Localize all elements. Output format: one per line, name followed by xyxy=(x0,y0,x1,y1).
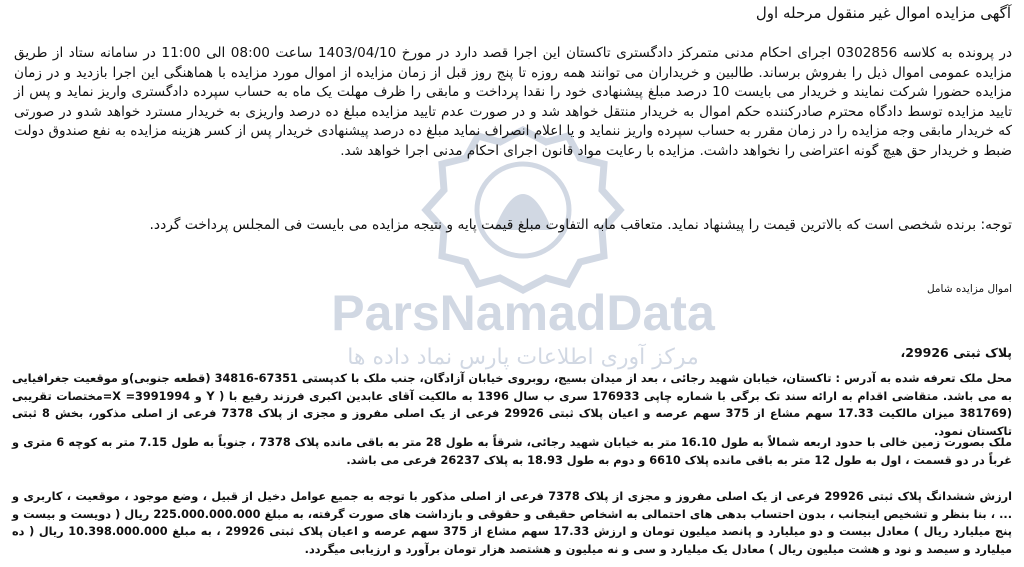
notice-body-paragraph: در پرونده به کلاسه 0302856 اجرای احکام مدنی متمرکز دادگستری تاکستان این اجرا قصد دارد در مورخ 1403/04/10 ساعت 08:00 الی 11:00 در سامانه ستاد از طریق مزایده عمومی اموال ذیل را بفروش برساند. طالبین و خریداران می توانند همه روزه تا پنج روز قبل از زمان مزایده از اموال مورد مزایده با هماهنگی این اجرا بازدید و در زمان مزایده حضورا شرکت نمایند و خریدار می بایست 10 درصد مبلغ پیشنهادی خود را نقدا پرداخت و مابقی را ظرف مهلت یک ماه به حساب سپرده دادگستری واریز نماید و پس از تایید مزایده توسط دادگاه محترم صادرکننده حکم اموال به خریدار منتقل خواهد شد و در صورت عدم تایید مزایده مبلغ ده درصد واریزی به خریدار مسترد خواهد شدو در صورتی که خریدار مابقی وجه مزایده را در زمان مقرر به حساب سپرده واریز ننماید و یا اعلام انصراف نماید مبلغ ده درصد پیشنهادی خریدار پس از کسر هزینه مزایده به نفع صندوق دولت ضبط و خریدار حق هیچ گونه اعتراضی را نخواهد داشت. مزایده با رعایت مواد قانون اجرای احکام مدنی اجرا خواهد شد. xyxy=(14,45,1013,159)
items-label: اموال مزایده شامل xyxy=(926,283,1012,295)
watermark-tagline: مرکز آوری اطلاعات پارس نماد داده ها xyxy=(347,345,699,370)
notice-note: توجه: برنده شخصی است که بالاترین قیمت را پیشنهاد نماید. متعاقب مابه التفاوت مبلغ قیمت پایه و نتیجه مزایده می بایست فی المجلس پرداخت گردد. xyxy=(149,217,1012,233)
notice-title: آگهی مزایده اموال غیر منقول مرحله اول xyxy=(755,4,1011,22)
property-valuation-paragraph: ارزش ششدانگ پلاک ثبتی 29926 فرعی از یک اصلی مفروز و مجزی از پلاک 7378 فرعی از اصلی مذکور با توجه به جمیع عوامل دخیل از قبیل ، وضع موجود ، موقعیت ، کاربری و ... ، بنا بنظر و تشخیص اینجانب ، بدون احتساب بدهی های احتمالی به اشخاص حقیقی و حقوقی و بازداشت های صورت گرفته، به مبلغ 225.000.000.000 ریال ( دویست و بیست و پنج میلیارد ریال ) معادل بیست و دو میلیارد و پانصد میلیون تومان و ارزش 17.33 سهم مشاع از 375 سهم عرصه و اعیان پلاک ثبتی 29926 ، به مبلغ 10.398.000.000 ریال ( ده میلیارد و سیصد و نود و هشت میلیون ریال ) معادل یک میلیارد و سی و نه میلیون و هشتصد هزار تومان برآورد و ارزیابی میگردد. xyxy=(12,490,1012,556)
property-location-paragraph: محل ملک تعرفه شده به آدرس : تاکستان، خیابان شهید رجائی ، بعد از میدان بسیج، روبروی خیابان آزادگان، جنب ملک با کدپستی 67351-34816 (قطعه جنوبی)و موقعیت جغرافیایی به می باشد. متقاضی اقدام به ارائه سند تک برگی با شماره چاپی 176933 سری ب سال 1396 به مالکیت آقای عابدین اکبری فرزند رفیع با ( Y و 3991994= X=مختصات تقریبی (381769 میزان مالکیت 17.33 سهم مشاع از 375 سهم عرصه و اعیان پلاک ثبتی 29926 فرعی از یک اصلی مفروز و مجزی از پلاک 7378 فرعی از اصلی مذکور، بخش 8 ثبتی تاکستان نمود. xyxy=(12,372,1012,438)
lot-heading: پلاک ثبتی 29926، xyxy=(900,345,1012,360)
watermark-brand: ParsNamadData xyxy=(331,285,715,341)
property-boundaries-paragraph: ملک بصورت زمین خالی با حدود اربعه شمالاً به طول 16.10 متر به خیابان شهید رجائی، شرقاً به طول 28 متر به باقی مانده پلاک 7378 ، جنوباً به طول 7.15 متر به کوچه 6 متری و غرباً در دو قسمت ، اول به طول 12 متر به باقی مانده پلاک 6610 و دوم به طول 18.93 به پلاک 26237 فرعی می باشد. xyxy=(12,436,1012,467)
